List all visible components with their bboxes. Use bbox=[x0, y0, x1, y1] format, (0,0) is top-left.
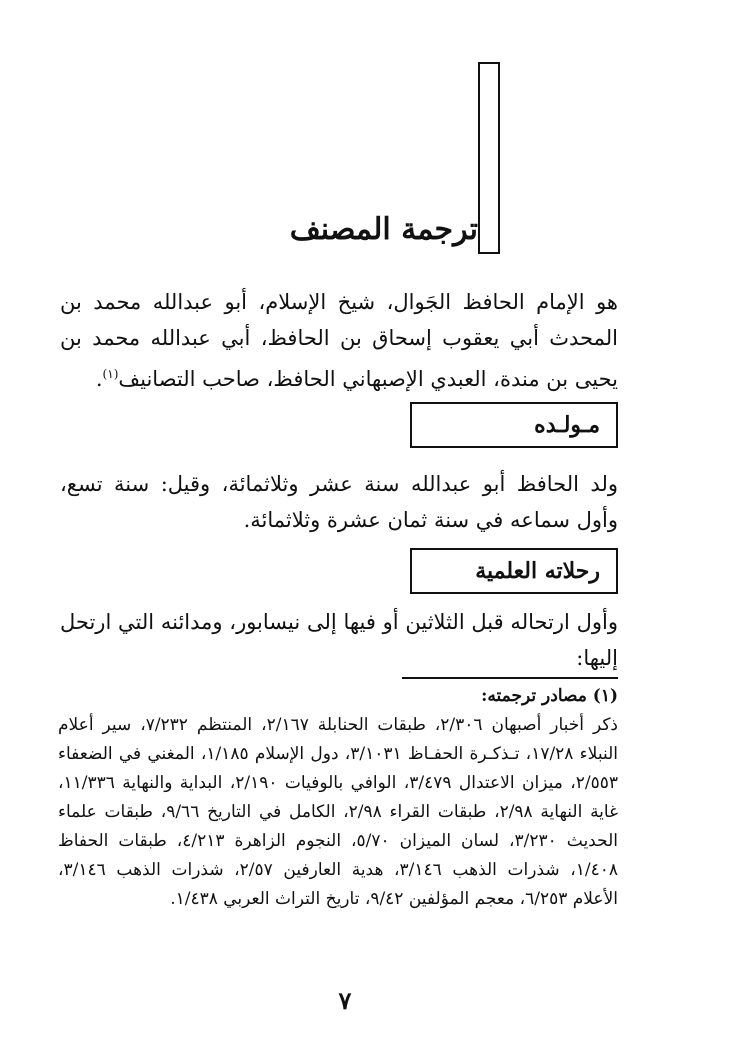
travels-paragraph: وأول ارتحاله قبل الثلاثين أو فيها إلى نيسابور، ومدائنه التي ارتحل إليها: bbox=[60, 610, 618, 670]
section-heading-travels: رحلاته العلمية bbox=[410, 548, 618, 594]
footnote bbox=[58, 682, 618, 914]
intro-paragraph bbox=[60, 284, 618, 397]
footnote-divider bbox=[402, 677, 618, 679]
footnote-ref: (١) bbox=[102, 367, 119, 381]
intro-end: . bbox=[95, 367, 103, 391]
birth-paragraph: ولد الحافظ أبو عبدالله سنة عشر وثلاثمائة، وقيل: سنة تسع، وأول سماعه في سنة ثمان عشرة وثلاثمائة. bbox=[60, 472, 618, 532]
section-heading-birth: مـولـده bbox=[410, 402, 618, 448]
page-number: ٧ bbox=[338, 986, 352, 1015]
title-ornament-bar bbox=[478, 62, 500, 254]
intro-text: هو الإمام الحافظ الجَوال، شيخ الإسلام، أبو عبدالله محمد بن المحدث أبي يعقوب إسحاق بن الحافظ، أبي عبدالله محمد بن يحيى بن مندة، العبدي الإصبهاني الحافظ، صاحب التصانيف bbox=[60, 290, 618, 391]
footnote-label: (١) مصادر ترجمته: bbox=[481, 686, 618, 706]
page-title: ترجمة المصنف bbox=[289, 212, 478, 247]
footnote-text: ذكر أخبار أصبهان ٢/٣٠٦، طبقات الحنابلة ٢/١٦٧، المنتظم ٧/٢٣٢، سير أعلام النبلاء ١٧/٢٨، تـذكـرة الحفـاظ ٣/١٠٣١، دول الإسلام ١/١٨٥، المغني في الضعفاء ٢/٥٥٣، ميزان الاعتدال ٣/٤٧٩، الوافي بالوفيات ٢/١٩٠، البداية والنهاية ١١/٣٣٦، غاية النهاية ٢/٩٨، طبقات القراء ٢/٩٨، الكامل في التاريخ ٩/٦٦، طبقات علماء الحديث ٣/٢٣٠، لسان الميزان ٥/٧٠، النجوم الزاهرة ٤/٢١٣، طبقات الحفاظ ١/٤٠٨، شذرات الذهب ٣/١٤٦، هدية العارفين ٢/٥٧، شذرات الذهب ٣/١٤٦، الأعلام ٦/٢٥٣، معجم المؤلفين ٩/٤٢، تاريخ التراث العربي ١/٤٣٨. bbox=[58, 715, 618, 909]
